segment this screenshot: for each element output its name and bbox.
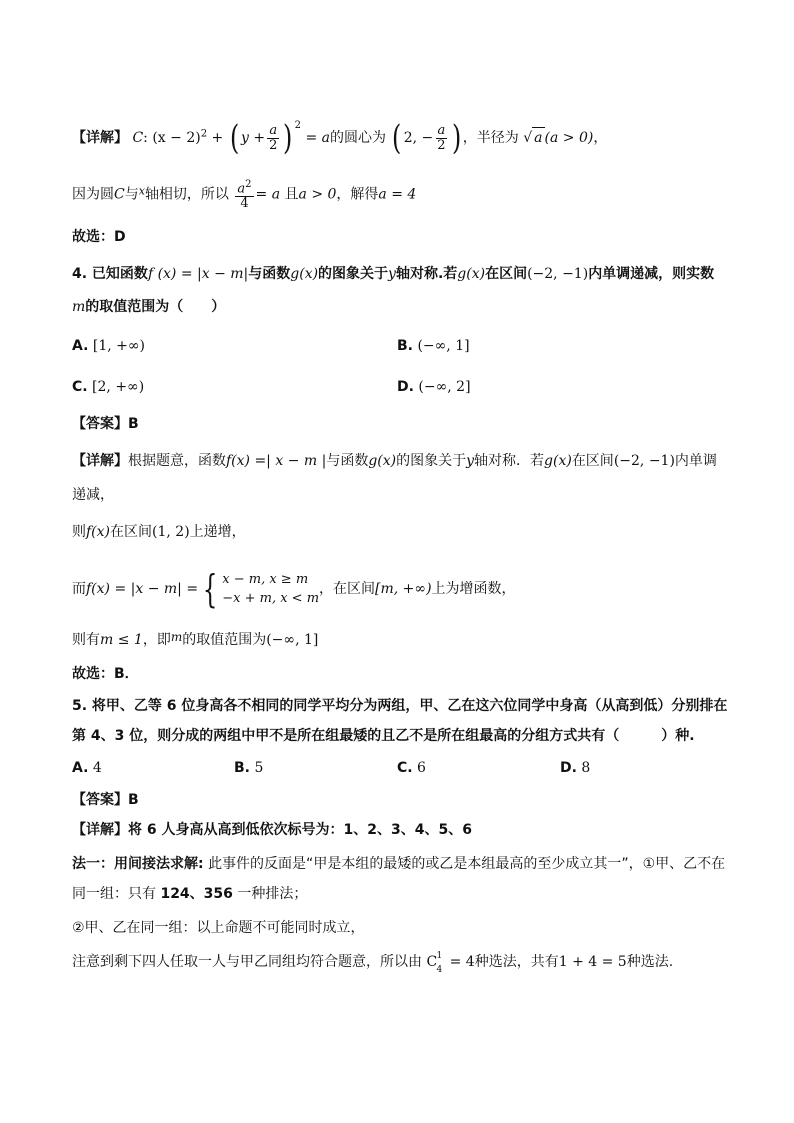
option-label: D. xyxy=(397,379,414,395)
frac-num: a xyxy=(437,122,446,138)
option-label: B. xyxy=(234,760,250,776)
detail-label: 【详解】 xyxy=(72,130,128,146)
solution-4-line-2: 递减， xyxy=(72,487,114,503)
math: f (x) = |x − m| xyxy=(147,266,249,282)
option-5d xyxy=(560,758,590,778)
combination xyxy=(426,951,445,975)
math: (−∞, 1] xyxy=(266,632,319,648)
option-5b xyxy=(234,758,263,778)
option-value: (−∞, 2] xyxy=(418,379,471,395)
comb-sub: 4 xyxy=(436,965,443,975)
math: f(x) = |x − m| = xyxy=(86,581,199,597)
math: g(x) xyxy=(368,453,397,469)
text: 在区间 xyxy=(571,453,614,469)
case-2: −x + m, x < m xyxy=(222,591,320,606)
math-term: y + xyxy=(240,130,266,146)
comb-symbol: C xyxy=(426,954,438,970)
option-4d xyxy=(397,377,471,397)
option-value: 4 xyxy=(92,760,102,776)
text: 上递增， xyxy=(189,524,246,540)
text: 种选法，共有 xyxy=(474,954,559,970)
frac-den: 2 xyxy=(269,137,278,153)
option-value: [2, +∞) xyxy=(92,379,145,395)
math: = 4 xyxy=(445,954,475,970)
solution-4-line-3 xyxy=(72,522,246,542)
math: g(x) xyxy=(290,266,319,282)
sqrt-body: a xyxy=(532,127,544,148)
math: [m, +∞) xyxy=(375,581,432,597)
detail-label: 【详解】 xyxy=(72,822,128,838)
math: f(x) xyxy=(86,524,111,540)
solution-line-2 xyxy=(72,178,416,211)
text: 根据题意，函数 xyxy=(128,453,226,469)
option-5a xyxy=(72,758,102,778)
option-5c xyxy=(397,758,426,778)
option-label: C. xyxy=(397,760,413,776)
answer-4: 【答案】B xyxy=(72,416,139,432)
frac-den: 2 xyxy=(437,137,446,153)
solution-5-line-4: ②甲、乙在同一组：以上命题不可能同时成立， xyxy=(72,920,365,936)
text: 且 xyxy=(284,186,299,203)
question-4-line-2 xyxy=(72,297,225,317)
text: 的取值范围为（ ） xyxy=(85,299,226,315)
text: 与 xyxy=(124,186,139,203)
solution-4-line-1 xyxy=(72,451,717,471)
solution-5-line-5 xyxy=(72,951,674,975)
text: 而 xyxy=(72,581,86,597)
question-5-line-1: 5. 将甲、乙等 6 位身高各不相同的同学平均分为两组，甲、乙在这六位同学中身高（从高到低）分别排在 xyxy=(72,698,728,714)
math: (−2, −1) xyxy=(527,266,589,282)
question-4-line-1 xyxy=(72,264,714,284)
paren-right: ) xyxy=(283,118,293,158)
solution-line-1 xyxy=(72,116,608,158)
option-4c xyxy=(72,377,144,397)
question-5-line-2: 第 4、3 位，则分成的两组中甲不是所在组最矮的且乙不是所在组最高的分组方式共有（ ）种. xyxy=(72,728,695,744)
fraction xyxy=(235,178,253,211)
option-value: 6 xyxy=(417,760,426,776)
brace: { xyxy=(202,567,218,611)
text: 内单调递减，则实数 xyxy=(588,266,715,282)
text: 的圆心为 xyxy=(329,130,386,146)
text: 的图象关于 xyxy=(318,266,389,282)
math-term: : (x − 2) xyxy=(143,130,201,146)
text: ，半径为 xyxy=(462,130,519,146)
text: ，即 xyxy=(142,632,171,648)
text: 将 6 人身高从高到低依次标号为：1、2、3、4、5、6 xyxy=(128,822,472,838)
text: 则有 xyxy=(72,632,100,648)
math: f(x) =| x − m | xyxy=(226,453,327,469)
text: 与函数 xyxy=(248,266,291,282)
solution-5-line-1 xyxy=(72,820,472,840)
math-term: 2, − xyxy=(403,130,434,146)
solution-4-line-4 xyxy=(72,567,516,611)
text: 内单调 xyxy=(674,453,717,469)
text: 4. 已知函数 xyxy=(72,266,148,282)
text: 的图象关于 xyxy=(396,453,467,469)
text: 的取值范围为 xyxy=(182,632,267,648)
text: 一种排法； xyxy=(232,886,308,902)
text: 因为圆 xyxy=(72,186,114,203)
method-label: 法一：用间接法求解: xyxy=(72,856,204,872)
math: C xyxy=(114,186,125,203)
option-value: (−∞, 1] xyxy=(417,338,470,354)
option-value: 5 xyxy=(254,760,264,776)
math: g(x) xyxy=(457,266,486,282)
text: 轴对称．若 xyxy=(474,453,545,469)
sqrt-sign: √ xyxy=(523,130,533,146)
option-label: A. xyxy=(72,338,89,354)
frac-num: a xyxy=(237,181,246,197)
math: y xyxy=(466,453,475,469)
math-eq: = a xyxy=(305,130,330,146)
text: 124、356 xyxy=(160,886,233,902)
paren-right: ) xyxy=(451,118,461,158)
option-value: 8 xyxy=(581,760,591,776)
text: 在区间 xyxy=(485,266,528,282)
text: 则 xyxy=(72,524,86,540)
option-label: C. xyxy=(72,379,88,395)
paren-left: ( xyxy=(392,118,402,158)
solution-5-line-3 xyxy=(72,884,307,904)
math: y xyxy=(388,266,396,282)
math: m xyxy=(170,630,183,644)
piecewise-cases xyxy=(222,570,319,608)
text: ， xyxy=(593,130,608,146)
frac-den: 4 xyxy=(240,196,249,212)
option-value: [1, +∞) xyxy=(92,338,145,354)
math: (−2, −1) xyxy=(613,453,675,469)
text: ，在区间 xyxy=(319,581,376,597)
math-sup: 2 xyxy=(245,179,252,190)
solution-5-line-2 xyxy=(72,854,725,874)
choice-line-3: 故选：D xyxy=(72,229,126,245)
text: ，解得 xyxy=(336,186,379,203)
text: 轴相切，所以 xyxy=(144,186,229,203)
answer-5: 【答案】B xyxy=(72,792,139,808)
text: 注意到剩下四人任取一人与甲乙同组均符合题意，所以由 xyxy=(72,954,422,970)
math-sup: 2 xyxy=(294,120,301,131)
text: 与函数 xyxy=(326,453,369,469)
math-plus: + xyxy=(211,130,224,146)
detail-label: 【详解】 xyxy=(72,453,128,469)
case-1: x − m, x ≥ m xyxy=(222,572,309,587)
math: = a xyxy=(255,186,281,203)
math: m xyxy=(72,299,86,315)
option-label: D. xyxy=(560,760,577,776)
text: 种选法. xyxy=(626,954,674,970)
text: 同一组：只有 xyxy=(72,886,161,902)
text: 此事件的反面是“甲是本组的最矮的或乙是本组最高的至少成立其一”，①甲、乙不在 xyxy=(208,856,726,872)
math-sup: 2 xyxy=(200,128,208,140)
option-label: A. xyxy=(72,760,89,776)
text: 在区间 xyxy=(110,524,153,540)
math: a = 4 xyxy=(378,186,417,203)
option-4a xyxy=(72,336,145,356)
choice-4: 故选：B． xyxy=(72,666,139,682)
math: x xyxy=(138,184,145,198)
frac-num: a xyxy=(269,122,278,138)
math-cond: (a > 0) xyxy=(544,130,594,146)
text: 轴对称.若 xyxy=(395,266,458,282)
text: 上为增函数， xyxy=(431,581,516,597)
option-4b xyxy=(397,336,470,356)
math-c: C xyxy=(132,130,144,146)
comb-sup: 1 xyxy=(436,951,443,961)
paren-left: ( xyxy=(229,118,239,158)
solution-4-line-5 xyxy=(72,627,318,650)
math: a > 0 xyxy=(298,186,337,203)
math: m ≤ 1 xyxy=(100,632,143,648)
math: (1, 2) xyxy=(152,524,190,540)
math: 1 + 4 = 5 xyxy=(558,954,627,970)
option-label: B. xyxy=(397,338,413,354)
fraction xyxy=(435,124,447,153)
fraction xyxy=(267,124,279,153)
math: g(x) xyxy=(544,453,572,469)
